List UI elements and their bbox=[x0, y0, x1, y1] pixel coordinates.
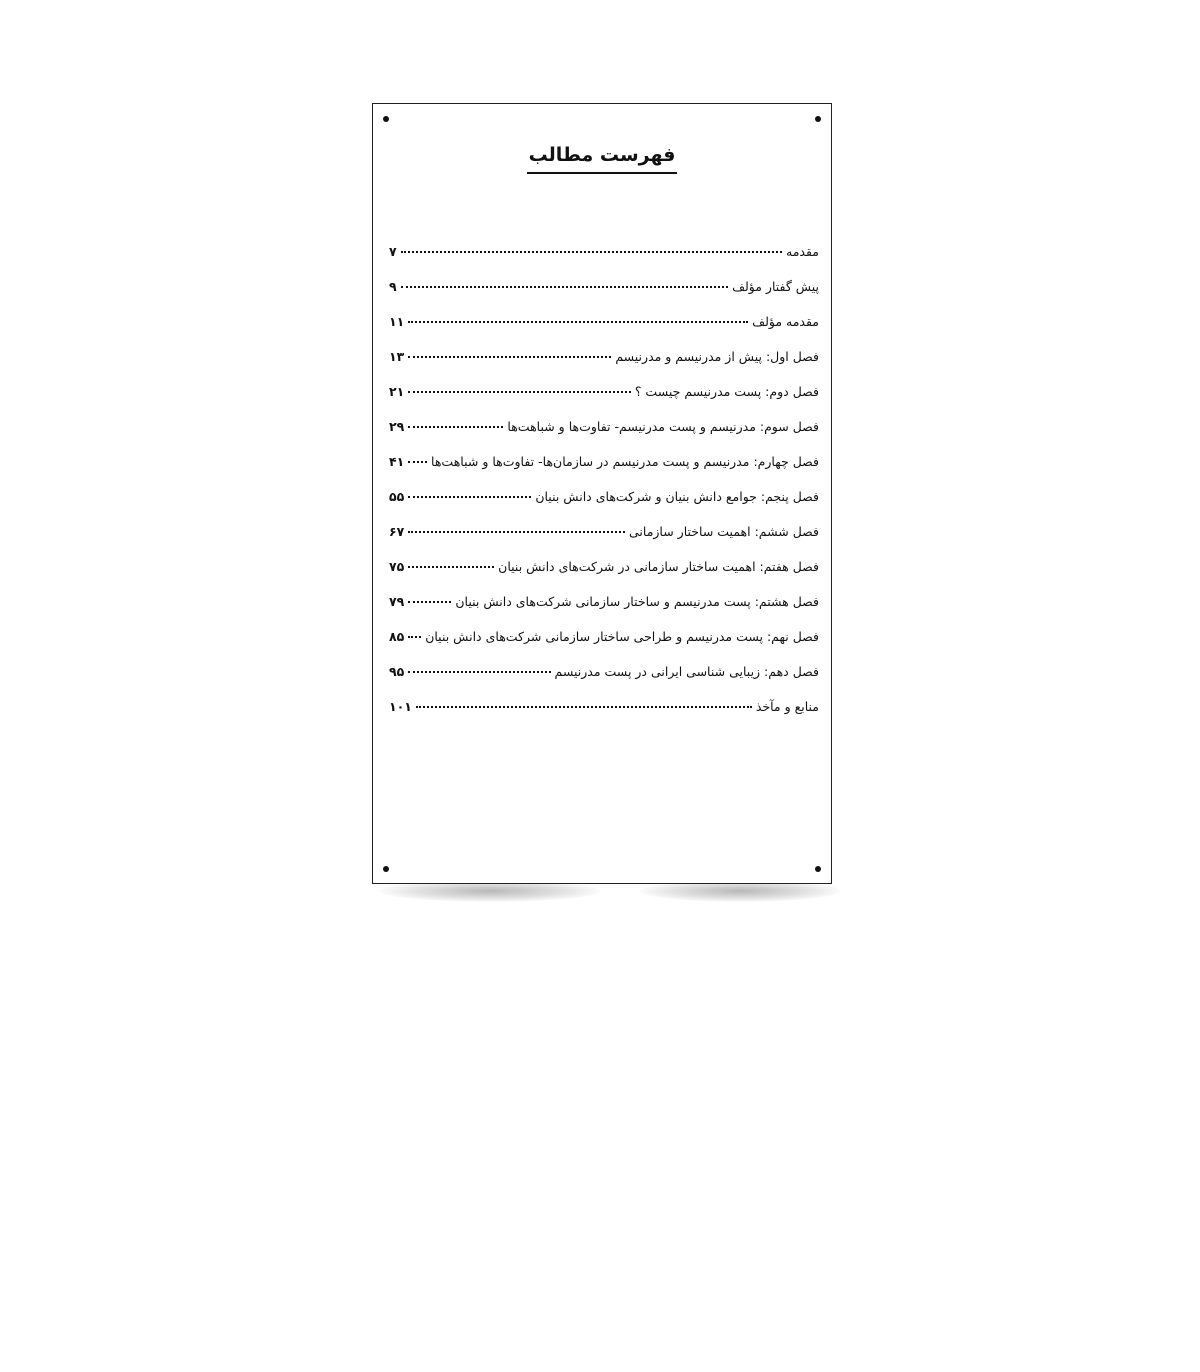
toc-entry-label: فصل چهارم: مدرنیسم و پست مدرنیسم در سازمان‌ها- تفاوت‌ها و شباهت‌ها bbox=[431, 454, 819, 469]
toc-entry-page: ۲۱ bbox=[389, 384, 405, 399]
toc-entry bbox=[389, 349, 819, 384]
toc-entry bbox=[389, 489, 819, 524]
toc-entry bbox=[389, 419, 819, 454]
toc-entry bbox=[389, 384, 819, 419]
toc-entry bbox=[389, 454, 819, 489]
corner-dot-icon bbox=[815, 866, 821, 872]
toc-entry-label: پیش گفتار مؤلف bbox=[732, 279, 819, 294]
dot-leader bbox=[408, 321, 748, 323]
toc-entry-page: ۹۵ bbox=[389, 664, 405, 679]
dot-leader bbox=[408, 601, 451, 603]
toc-entry bbox=[389, 699, 819, 734]
toc-entry bbox=[389, 559, 819, 594]
dot-leader bbox=[408, 496, 531, 498]
corner-dot-icon bbox=[383, 866, 389, 872]
toc-entry-page: ۵۵ bbox=[389, 489, 405, 504]
toc-entry-label: فصل پنجم: جوامع دانش بنیان و شرکت‌های دانش بنیان bbox=[535, 489, 819, 504]
dot-leader bbox=[408, 671, 550, 673]
toc-entry-page: ۱۰۱ bbox=[389, 699, 412, 714]
toc-entry bbox=[389, 664, 819, 699]
dot-leader bbox=[408, 566, 494, 568]
dot-leader bbox=[408, 391, 631, 393]
dot-leader bbox=[401, 286, 728, 288]
toc-entry bbox=[389, 244, 819, 279]
dot-leader bbox=[416, 706, 752, 708]
toc-entry-page: ۷۵ bbox=[389, 559, 405, 574]
toc-entry bbox=[389, 314, 819, 349]
toc-entry bbox=[389, 279, 819, 314]
dot-leader bbox=[401, 251, 782, 253]
toc-entry bbox=[389, 594, 819, 629]
toc-entry-label: فصل سوم: مدرنیسم و پست مدرنیسم- تفاوت‌ها و شباهت‌ها bbox=[507, 419, 819, 434]
toc-entry-label: فصل هشتم: پست مدرنیسم و ساختار سازمانی شرکت‌های دانش بنیان bbox=[455, 594, 819, 609]
toc-entry bbox=[389, 524, 819, 559]
toc-title: فهرست مطالب bbox=[527, 144, 678, 174]
toc-entry-label: منابع و مآخذ bbox=[755, 699, 819, 714]
dot-leader bbox=[408, 636, 421, 638]
toc-entry-page: ۷ bbox=[389, 244, 397, 259]
toc-entry-page: ۱۳ bbox=[389, 349, 405, 364]
toc-entry-page: ۴۱ bbox=[389, 454, 405, 469]
dot-leader bbox=[408, 426, 503, 428]
toc-page bbox=[372, 103, 832, 884]
toc-entry-label: فصل هفتم: اهمیت ساختار سازمانی در شرکت‌های دانش بنیان bbox=[498, 559, 819, 574]
dot-leader bbox=[408, 461, 427, 463]
toc-entry-label: فصل نهم: پست مدرنیسم و طراحی ساختار سازمانی شرکت‌های دانش بنیان bbox=[425, 629, 819, 644]
toc-entry-label: فصل دهم: زیبایی شناسی ایرانی در پست مدرنیسم bbox=[554, 664, 819, 679]
toc-entry-page: ۹ bbox=[389, 279, 397, 294]
toc-entry-label: فصل ششم: اهمیت ساختار سازمانی bbox=[628, 524, 819, 539]
toc-entry-page: ۷۹ bbox=[389, 594, 405, 609]
toc-title-wrapper bbox=[373, 144, 831, 174]
toc-entry-label: مقدمه bbox=[786, 244, 819, 259]
dot-leader bbox=[408, 356, 611, 358]
toc-entry bbox=[389, 629, 819, 664]
toc-list bbox=[389, 244, 819, 734]
toc-entry-page: ۶۷ bbox=[389, 524, 405, 539]
corner-dot-icon bbox=[383, 116, 389, 122]
toc-entry-label: مقدمه مؤلف bbox=[752, 314, 819, 329]
toc-entry-label: فصل اول: پیش از مدرنیسم و مدرنیسم bbox=[615, 349, 819, 364]
toc-entry-page: ۲۹ bbox=[389, 419, 405, 434]
toc-entry-label: فصل دوم: پست مدرنیسم چیست ؟ bbox=[634, 384, 819, 399]
dot-leader bbox=[408, 531, 625, 533]
corner-dot-icon bbox=[815, 116, 821, 122]
toc-entry-page: ۸۵ bbox=[389, 629, 405, 644]
toc-entry-page: ۱۱ bbox=[389, 314, 405, 329]
